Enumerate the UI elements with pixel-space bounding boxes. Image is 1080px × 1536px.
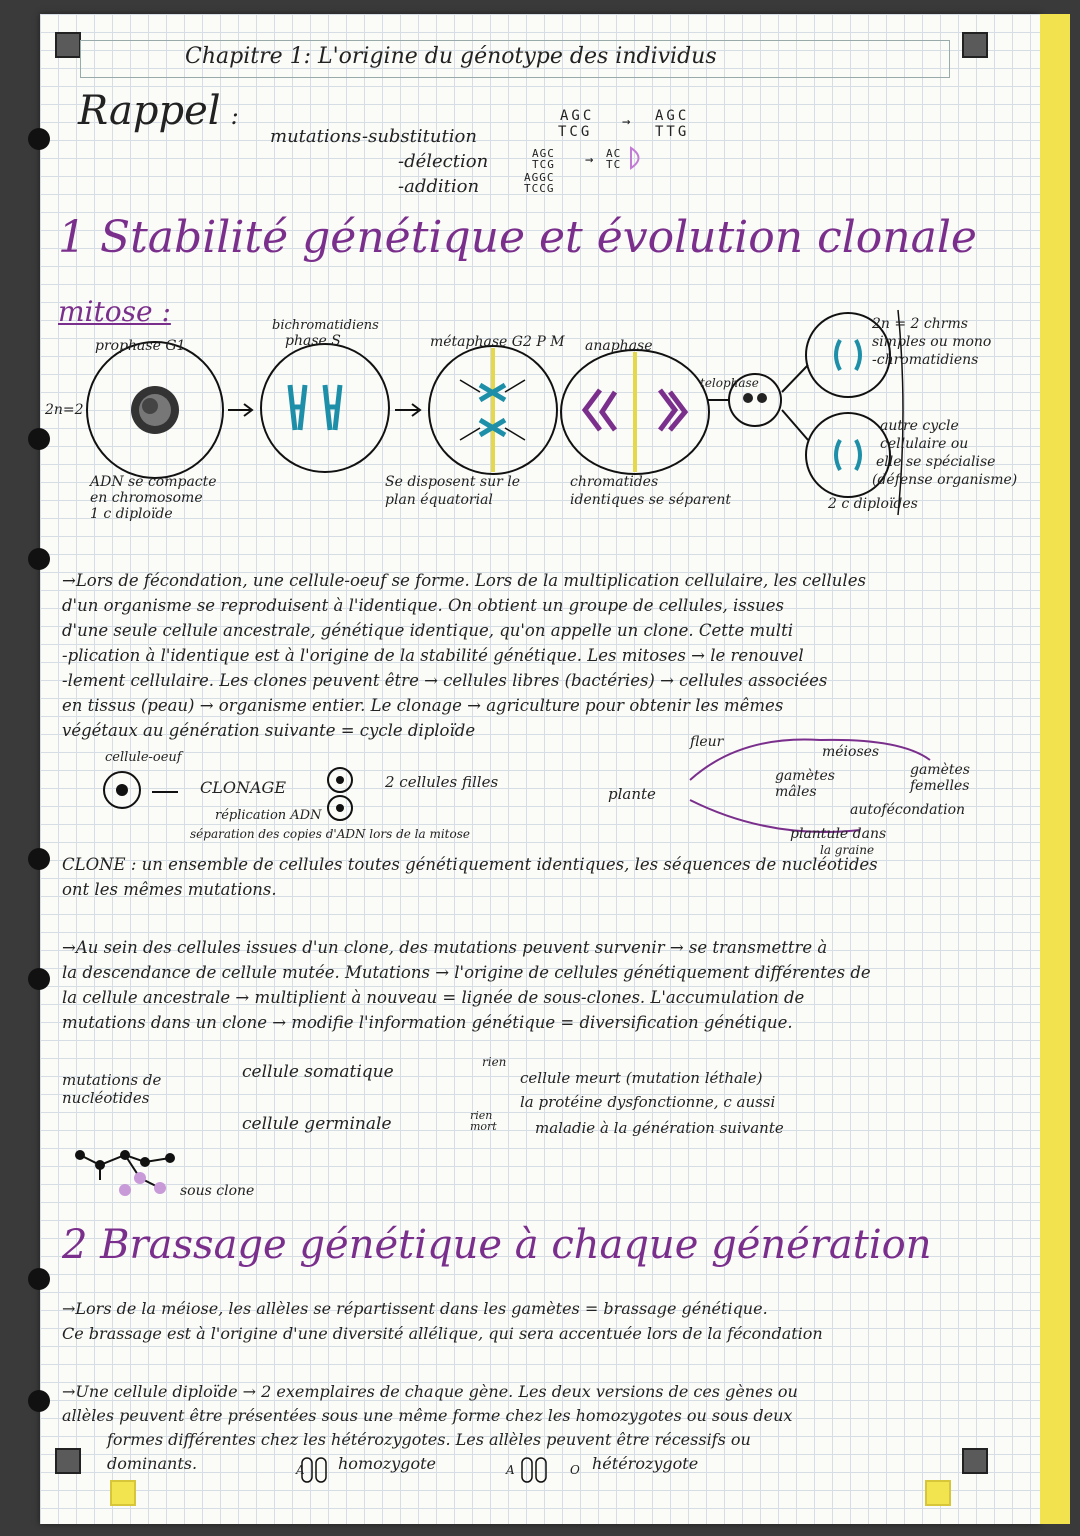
label-gametes-males: gamètes mâles [775,768,835,800]
label-cellule-somatique: cellule somatique [242,1062,394,1082]
yellow-marker-icon [110,1480,136,1506]
label-mutations-de: mutations de [62,1071,162,1089]
label-graine: la graine [820,843,875,857]
allele-label: A [296,1463,305,1477]
binder-hole [28,1268,50,1290]
sous-clone-diagram [70,1140,270,1210]
dna-seq: TCG [558,124,593,140]
arrow-icon: → [585,152,594,168]
label-separation: séparation des copies d'ADN lors de la mitose [190,827,470,841]
dna-seq: AGC [655,108,690,124]
label-cellule-oeuf: cellule-oeuf [105,750,182,765]
caption: identiques se séparent [570,492,732,508]
result-maladie: maladie à la génération suivante [535,1119,784,1137]
mitose-heading: mitose : [58,295,171,328]
paragraph-meiose: →Lors de la méiose, les allèles se répartissent dans les gamètes = brassage génétique. Ce brassage est à l'origine d'une diversité allélique, qui sera accentuée lors de la fécondation [62,1299,823,1343]
dna-seq: TTG [655,124,690,140]
section1-title: 1 Stabilité génétique et évolution clonale [58,212,977,263]
caption: 1 c diploïde [90,506,173,522]
phase-label-metaphase: métaphase G2 P M [430,334,565,350]
label-cellule-germinale: cellule germinale [242,1114,392,1134]
mutation-type-addition: -addition [398,176,480,197]
phase-label-s: phase S [285,333,341,349]
caption: en chromosome [90,490,203,506]
caption: chromatides [570,474,659,490]
mutation-type-substitution: -substitution [362,126,477,147]
caption: plan équatorial [385,492,493,508]
label-replication: réplication ADN [215,808,322,823]
result-lethale: cellule meurt (mutation léthale) [520,1069,763,1087]
note: 2n = 2 chrms [872,316,968,332]
phase-label-anaphase: anaphase [585,338,653,354]
label-clonage: CLONAGE [200,778,286,797]
label-sous-clone: sous clone [180,1183,255,1199]
clone-definition: CLONE : un ensemble de cellules toutes génétiquement identiques, les séquences de nucléotides ont les mêmes mutations. [62,855,878,899]
result-dysfonction: la protéine dysfonctionne, c aussi [520,1093,776,1111]
label-bichromatidiens: bichromatidiens [272,318,379,333]
ploidy-label: 2n=2 [45,402,84,418]
yellow-cover-edge [1040,14,1070,1524]
section2-title: 2 Brassage génétique à chaque génération [62,1222,932,1268]
note: (défense organisme) [872,472,1018,488]
paragraph-mutations-clone: →Au sein des cellules issues d'un clone, des mutations peuvent survenir → se transmettre à la descendance de cellule mutée. Mutations → l'origine de cellules génétiquement différentes de la cellule ancestrale → multiplient à nouveau = lignée de sous-clones. L'accumulation de mutations dans un clone → modifie l'information génétique = diversification génétique. [62,938,871,1032]
rappel-heading: Rappel : [78,88,239,134]
binder-hole [28,1390,50,1412]
label-heterozygote: hétérozygote [592,1454,699,1473]
dna-seq: AGC TCG [532,147,555,171]
note: autre cycle [880,418,959,434]
note: 2 c diploïdes [828,496,918,512]
label-homozygote: homozygote [338,1454,436,1473]
corner-marker-icon [962,32,988,58]
dna-seq: AGGC TCCG [524,171,555,195]
binder-hole [28,848,50,870]
label-rien: rien [482,1055,507,1069]
label-plante: plante [608,785,656,803]
allele-label: A [506,1463,515,1477]
phase-label-prophase: prophase G1 [95,338,186,354]
caption: ADN se compacte [90,474,217,490]
allele-label: O [570,1463,580,1477]
note: -chromatidiens [872,352,979,368]
mutations-label: mutations [270,126,362,147]
label-gametes-femelles: gamètes femelles [910,762,970,794]
chapter-title: Chapitre 1: L'origine du génotype des individus [185,44,717,69]
paragraph-diploide: →Une cellule diploïde → 2 exemplaires de chaque gène. Les deux versions de ces gènes ou allèles peuvent être présentées sous une même forme chez les homozygotes ou sous deux formes différentes chez les hétérozygotes. Les allèles peuvent être récessifs ou dominants. [62,1382,798,1473]
binder-hole [28,968,50,990]
deletion-mark-icon [628,146,648,170]
dna-seq: AC TC [606,147,622,171]
label-autofecondation: autofécondation [850,802,966,818]
note: cellulaire ou [880,436,969,452]
label-cellules-filles: 2 cellules filles [385,773,499,791]
label-plantule: plantule dans [790,826,887,842]
allele-heterozygote-icon [510,1450,570,1490]
label-nucleotides: nucléotides [62,1089,150,1107]
arrow-icon: → [622,114,631,130]
binder-hole [28,128,50,150]
phase-label-telophase: telophase [700,376,759,390]
note: elle se spécialise [876,454,996,470]
paragraph-fecondation: →Lors de fécondation, une cellule-oeuf se forme. Lors de la multiplication cellulaire, les cellules d'un organisme se reproduisent à l'identique. On obtient un groupe de cellules, issues d'une seule cellule ancestrale, génétique identique, qu'on appelle un clone. Cette multi -plication à l'identique est à l'origine de la stabilité génétique. Les mitoses → le renouvel -lement cellulaire. Les clones peuvent être → cellules libres (bactéries) → cellules associées en tissus (peau) → organisme entier. Le clonage → agriculture pour obtenir les mêmes végétaux au génération suivante = cycle diploïde [62,571,866,740]
dna-seq: AGC [560,108,595,124]
mutation-type-delection: -délection [398,151,489,172]
corner-marker-icon [55,32,81,58]
caption: Se disposent sur le [385,474,521,490]
note: simples ou mono [872,334,992,350]
yellow-marker-icon [925,1480,951,1506]
label-rien-mort: rien mort [470,1109,497,1133]
label-fleur: fleur [690,734,724,750]
label-meioses: méioses [822,744,880,760]
